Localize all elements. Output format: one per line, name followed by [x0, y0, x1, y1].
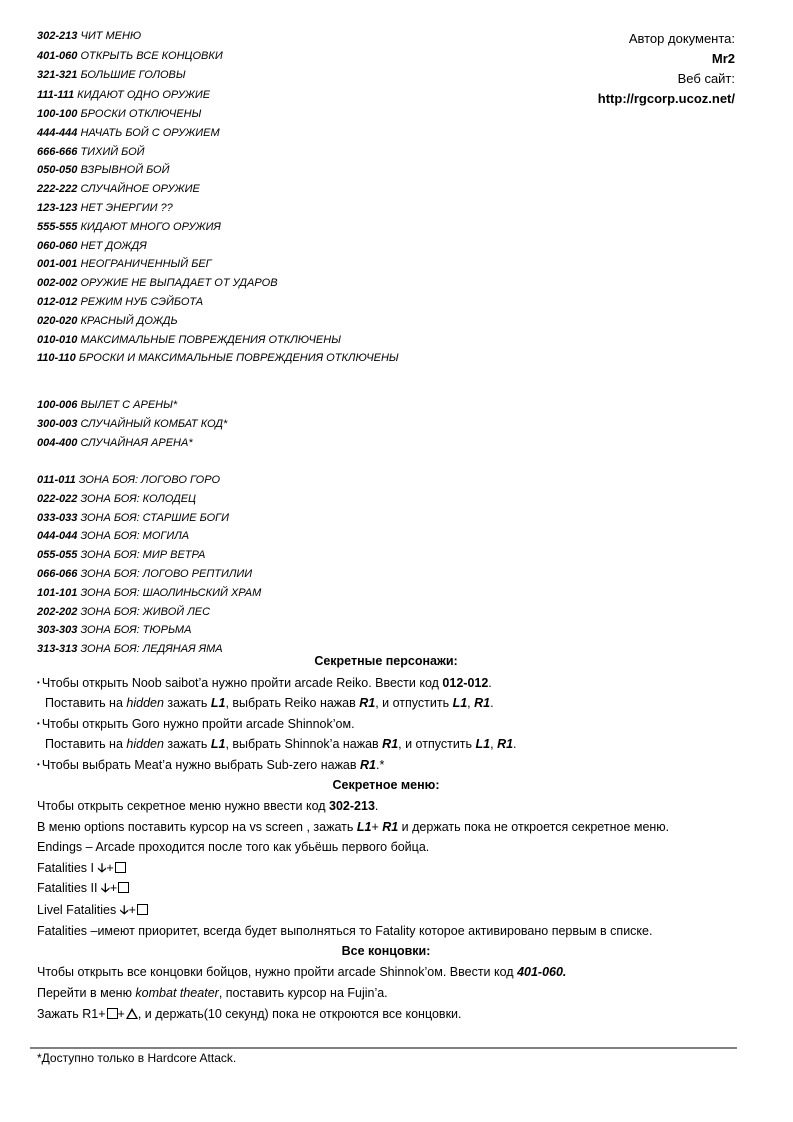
- cheat-description: МАКСИМАЛЬНЫЕ ПОВРЕЖДЕНИЯ ОТКЛЮЧЕНЫ: [80, 334, 341, 346]
- text: Чтобы открыть секретное меню нужно ввести код: [37, 799, 330, 813]
- text: .: [513, 737, 517, 751]
- cheat-code: 110-110: [37, 352, 76, 364]
- cheat-code: 033-033: [37, 511, 78, 524]
- cheat-code-line: [37, 29, 141, 43]
- key: R1: [497, 737, 514, 751]
- text: ,: [467, 696, 475, 710]
- bullet-icon: •: [37, 719, 40, 728]
- cheat-code-line: [37, 201, 173, 215]
- key: R1: [360, 758, 376, 772]
- site-label: Веб сайт:: [677, 71, 735, 86]
- cheat-description: СЛУЧАЙНОЕ ОРУЖИЕ: [80, 183, 200, 195]
- bullet-icon: •: [37, 678, 40, 687]
- secret-menu-line-1: [37, 798, 378, 814]
- square-button-icon: [107, 1008, 118, 1019]
- secret-char-line-4: [45, 736, 517, 752]
- text: Чтобы открыть Noob saibot’a нужно пройти arcade Reiko. Ввести код: [41, 676, 443, 690]
- text: Чтобы выбрать Meat’a нужно выбрать Sub-zero нажав: [41, 758, 360, 772]
- cheat-description: РЕЖИМ НУБ СЭЙБОТА: [80, 296, 204, 308]
- text: .: [374, 799, 379, 813]
- cheat-code-line: [37, 623, 191, 637]
- cheat-code: 101-101: [37, 586, 78, 599]
- cheat-code: 020-020: [37, 315, 78, 327]
- cheat-code-line: [37, 182, 200, 196]
- cheat-description: ВЫЛЕТ С АРЕНЫ*: [80, 399, 178, 411]
- cheat-description: НЕТ ЭНЕРГИИ ??: [80, 202, 173, 214]
- cheat-code: 302-213: [37, 30, 78, 42]
- secret-char-line-2: [45, 695, 494, 711]
- cheat-code: 010-010: [37, 334, 78, 346]
- cheat-code: 222-222: [37, 183, 78, 195]
- text: Чтобы открыть все концовки бойцов, нужно пройти arcade Shinnok’ом. Ввести код: [37, 965, 518, 979]
- secret-characters-title: Секретные персонажи:: [314, 654, 458, 668]
- cheat-code-line: [37, 257, 212, 271]
- cheat-description: НЕОГРАНИЧЕННЫЙ БЕГ: [80, 258, 212, 270]
- cheat-code: 666-666: [37, 146, 78, 158]
- cheat-description: НАЧАТЬ БОЙ С ОРУЖИЕМ: [80, 127, 220, 139]
- cheat-code: 002-002: [37, 277, 78, 289]
- text: .*: [375, 758, 385, 772]
- cheat-code: 060-060: [37, 240, 78, 252]
- cheat-code-line: [37, 220, 221, 234]
- key: L1: [210, 737, 226, 751]
- text: .: [488, 676, 492, 690]
- cheat-code-line: [37, 351, 399, 365]
- text: +: [106, 861, 114, 875]
- cheat-code: 001-001: [37, 258, 78, 270]
- cheat-code-line: [37, 398, 177, 412]
- cheat-code: 100-006: [37, 399, 78, 411]
- cheat-code: 555-555: [37, 221, 78, 233]
- cheat-description: НЕТ ДОЖДЯ: [80, 240, 147, 252]
- cheat-code: 055-055: [37, 549, 78, 562]
- site-url[interactable]: http://rgcorp.ucoz.net/: [597, 91, 735, 106]
- text: Fatalities I: [37, 861, 98, 875]
- triangle-button-icon: [126, 1008, 138, 1019]
- cheat-code-line: [37, 163, 169, 177]
- key: R1: [474, 696, 491, 710]
- cheat-code-line: [37, 567, 252, 581]
- key: L1: [210, 696, 226, 710]
- cheat-code-line: [37, 295, 203, 309]
- cheat-code: 123-123: [37, 202, 78, 214]
- square-button-icon: [115, 862, 126, 873]
- cheat-code-line: [37, 126, 220, 140]
- footnote: *Доступно только в Hardcore Attack.: [37, 1051, 237, 1065]
- cheat-code: 303-303: [37, 624, 78, 637]
- fatality-priority-note: Fatalities –имеют приоритет, всегда будет выполняться то Fatality которое активировано первым в списке.: [37, 924, 653, 938]
- code: 401-060.: [517, 965, 567, 979]
- text: ,: [490, 737, 498, 751]
- all-endings-title: Все концовки:: [341, 944, 431, 958]
- cheat-code-line: [37, 529, 189, 543]
- cheat-code: 012-012: [37, 296, 78, 308]
- text: +: [109, 881, 118, 895]
- cheat-code: 066-066: [37, 568, 78, 580]
- fatality-line-2: [37, 880, 129, 896]
- cheat-code-line: [37, 548, 205, 562]
- cheat-code: 100-100: [37, 108, 78, 120]
- text: Перейти в меню: [37, 986, 136, 1000]
- key: L1: [475, 737, 491, 751]
- cheat-code-line: [37, 586, 261, 600]
- key: L1: [452, 696, 468, 710]
- text: , поставить курсор на Fujin’a.: [218, 986, 388, 1000]
- bullet-icon: •: [37, 760, 40, 769]
- cheat-description: ЗОНА БОЯ: ЛОГОВО ГОРО: [78, 474, 221, 486]
- square-button-icon: [137, 904, 148, 915]
- text: Чтобы открыть Goro нужно пройти arcade Shinnok’ом.: [41, 717, 355, 731]
- cheat-code-line: [37, 333, 341, 347]
- text: , выбрать Shinnok’a нажав: [225, 737, 383, 751]
- cheat-description: КИДАЮТ МНОГО ОРУЖИЯ: [80, 221, 221, 233]
- cheat-description: БРОСКИ ОТКЛЮЧЕНЫ: [80, 108, 202, 120]
- cheat-code-line: [37, 511, 229, 525]
- cheat-code: 444-444: [37, 127, 78, 139]
- author-name: Mr2: [711, 51, 735, 66]
- cheat-code-line: [37, 49, 223, 63]
- text: hidden: [126, 737, 164, 751]
- cheat-code-line: [37, 239, 147, 253]
- cheat-code-line: [37, 492, 196, 506]
- fatality-line-1: [37, 860, 126, 876]
- text: Зажать R1+: [37, 1007, 106, 1021]
- cheat-code: 202-202: [37, 605, 78, 618]
- cheat-code: 044-044: [37, 530, 78, 543]
- cheat-code: 313-313: [37, 643, 78, 656]
- cheat-description: ЗОНА БОЯ: ШАОЛИНЬСКИЙ ХРАМ: [80, 586, 262, 599]
- text: и держать пока не откроется секретное меню.: [398, 820, 670, 834]
- text: зажать: [163, 696, 211, 710]
- cheat-description: ОТКРЫТЬ ВСЕ КОНЦОВКИ: [80, 50, 223, 62]
- text: hidden: [126, 696, 164, 710]
- cheat-code-line: [37, 88, 210, 102]
- text: Поставить на: [45, 696, 127, 710]
- cheat-code-line: [37, 436, 193, 450]
- secret-menu-line-3: Endings – Arcade проходится после того как убьёшь первого бойца.: [37, 840, 430, 854]
- secret-menu-line-2: [37, 819, 669, 835]
- cheat-code-line: [37, 145, 145, 159]
- cheat-code: 401-060: [37, 50, 78, 62]
- key: R1: [359, 696, 376, 710]
- cheat-code: 111-111: [37, 89, 75, 101]
- square-button-icon: [118, 882, 129, 893]
- cheat-description: СЛУЧАЙНЫЙ КОМБАТ КОД*: [80, 417, 228, 430]
- cheat-code: 022-022: [37, 492, 78, 505]
- fatality-line-3: [37, 902, 148, 918]
- code: 302-213: [329, 799, 375, 813]
- cheat-description: СЛУЧАЙНАЯ АРЕНА*: [80, 436, 193, 449]
- key: R1: [382, 820, 399, 834]
- text: +: [371, 820, 383, 834]
- cheat-description: ЗОНА БОЯ: КОЛОДЕЦ: [80, 492, 197, 505]
- cheat-description: ЗОНА БОЯ: МИР ВЕТРА: [80, 549, 206, 562]
- text: , и держать(10 секунд) пока не откроются все концовки.: [137, 1007, 462, 1021]
- cheat-description: ЗОНА БОЯ: ЛОГОВО РЕПТИЛИИ: [80, 568, 253, 580]
- cheat-code-line: [37, 605, 210, 619]
- text: зажать: [163, 737, 211, 751]
- secret-char-line-3: [37, 716, 355, 732]
- text: kombat theater: [135, 986, 219, 1000]
- cheat-description: ЗОНА БОЯ: СТАРШИЕ БОГИ: [80, 511, 230, 524]
- cheat-code-line: [37, 314, 178, 328]
- endings-line-2: [37, 985, 388, 1001]
- arrow-down-icon: 🡣: [100, 881, 110, 895]
- cheat-description: БРОСКИ И МАКСИМАЛЬНЫЕ ПОВРЕЖДЕНИЯ ОТКЛЮЧЕНЫ: [78, 352, 399, 364]
- text: Fatalities II: [37, 881, 101, 895]
- cheat-description: ТИХИЙ БОЙ: [80, 146, 145, 158]
- cheat-description: ЧИТ МЕНЮ: [80, 30, 142, 42]
- text: В меню options поставить курсор на vs screen , зажать: [37, 820, 357, 834]
- key: R1: [382, 737, 399, 751]
- author-label: Автор документа:: [628, 31, 735, 46]
- text: .: [490, 696, 494, 710]
- secret-char-line-1: [37, 675, 492, 691]
- cheat-description: КИДАЮТ ОДНО ОРУЖИЕ: [77, 89, 211, 101]
- cheat-description: ВЗРЫВНОЙ БОЙ: [80, 164, 170, 176]
- cheat-code-line: [37, 417, 227, 431]
- cheat-description: КРАСНЫЙ ДОЖДЬ: [80, 315, 178, 327]
- text: +: [117, 1007, 125, 1021]
- endings-line-1: [37, 964, 566, 980]
- text: Livel Fatalities: [37, 903, 120, 917]
- cheat-code-line: [37, 276, 278, 290]
- text: +: [128, 903, 136, 917]
- footnote-divider: [30, 1047, 737, 1049]
- author-block: [598, 29, 735, 109]
- endings-line-3: [37, 1006, 462, 1022]
- cheat-description: БОЛЬШИЕ ГОЛОВЫ: [80, 69, 186, 81]
- cheat-code: 050-050: [37, 164, 78, 176]
- text: , и отпустить: [398, 737, 476, 751]
- key: L1: [356, 820, 372, 834]
- cheat-description: ЗОНА БОЯ: ЖИВОЙ ЛЕС: [80, 605, 211, 618]
- code: 012-012: [442, 676, 489, 690]
- cheat-code-line: [37, 107, 201, 121]
- cheat-code: 004-400: [37, 436, 78, 449]
- cheat-description: ОРУЖИЕ НЕ ВЫПАДАЕТ ОТ УДАРОВ: [80, 277, 278, 289]
- cheat-description: ЗОНА БОЯ: ЛЕДЯНАЯ ЯМА: [80, 643, 223, 656]
- cheat-description: ЗОНА БОЯ: ТЮРЬМА: [80, 624, 192, 637]
- secret-menu-title: Секретное меню:: [332, 778, 440, 792]
- cheat-code: 321-321: [37, 69, 78, 81]
- cheat-code: 300-003: [37, 417, 78, 430]
- text: , и отпустить: [375, 696, 453, 710]
- arrow-down-icon: 🡣: [119, 903, 129, 917]
- cheat-code-line: [37, 68, 186, 82]
- cheat-description: ЗОНА БОЯ: МОГИЛА: [80, 530, 190, 543]
- text: , выбрать Reiko нажав: [225, 696, 360, 710]
- cheat-code: 011-011: [37, 474, 76, 486]
- text: Поставить на: [45, 737, 127, 751]
- arrow-down-icon: 🡣: [97, 861, 107, 875]
- cheat-code-line: [37, 473, 220, 487]
- secret-char-line-5: [37, 757, 384, 773]
